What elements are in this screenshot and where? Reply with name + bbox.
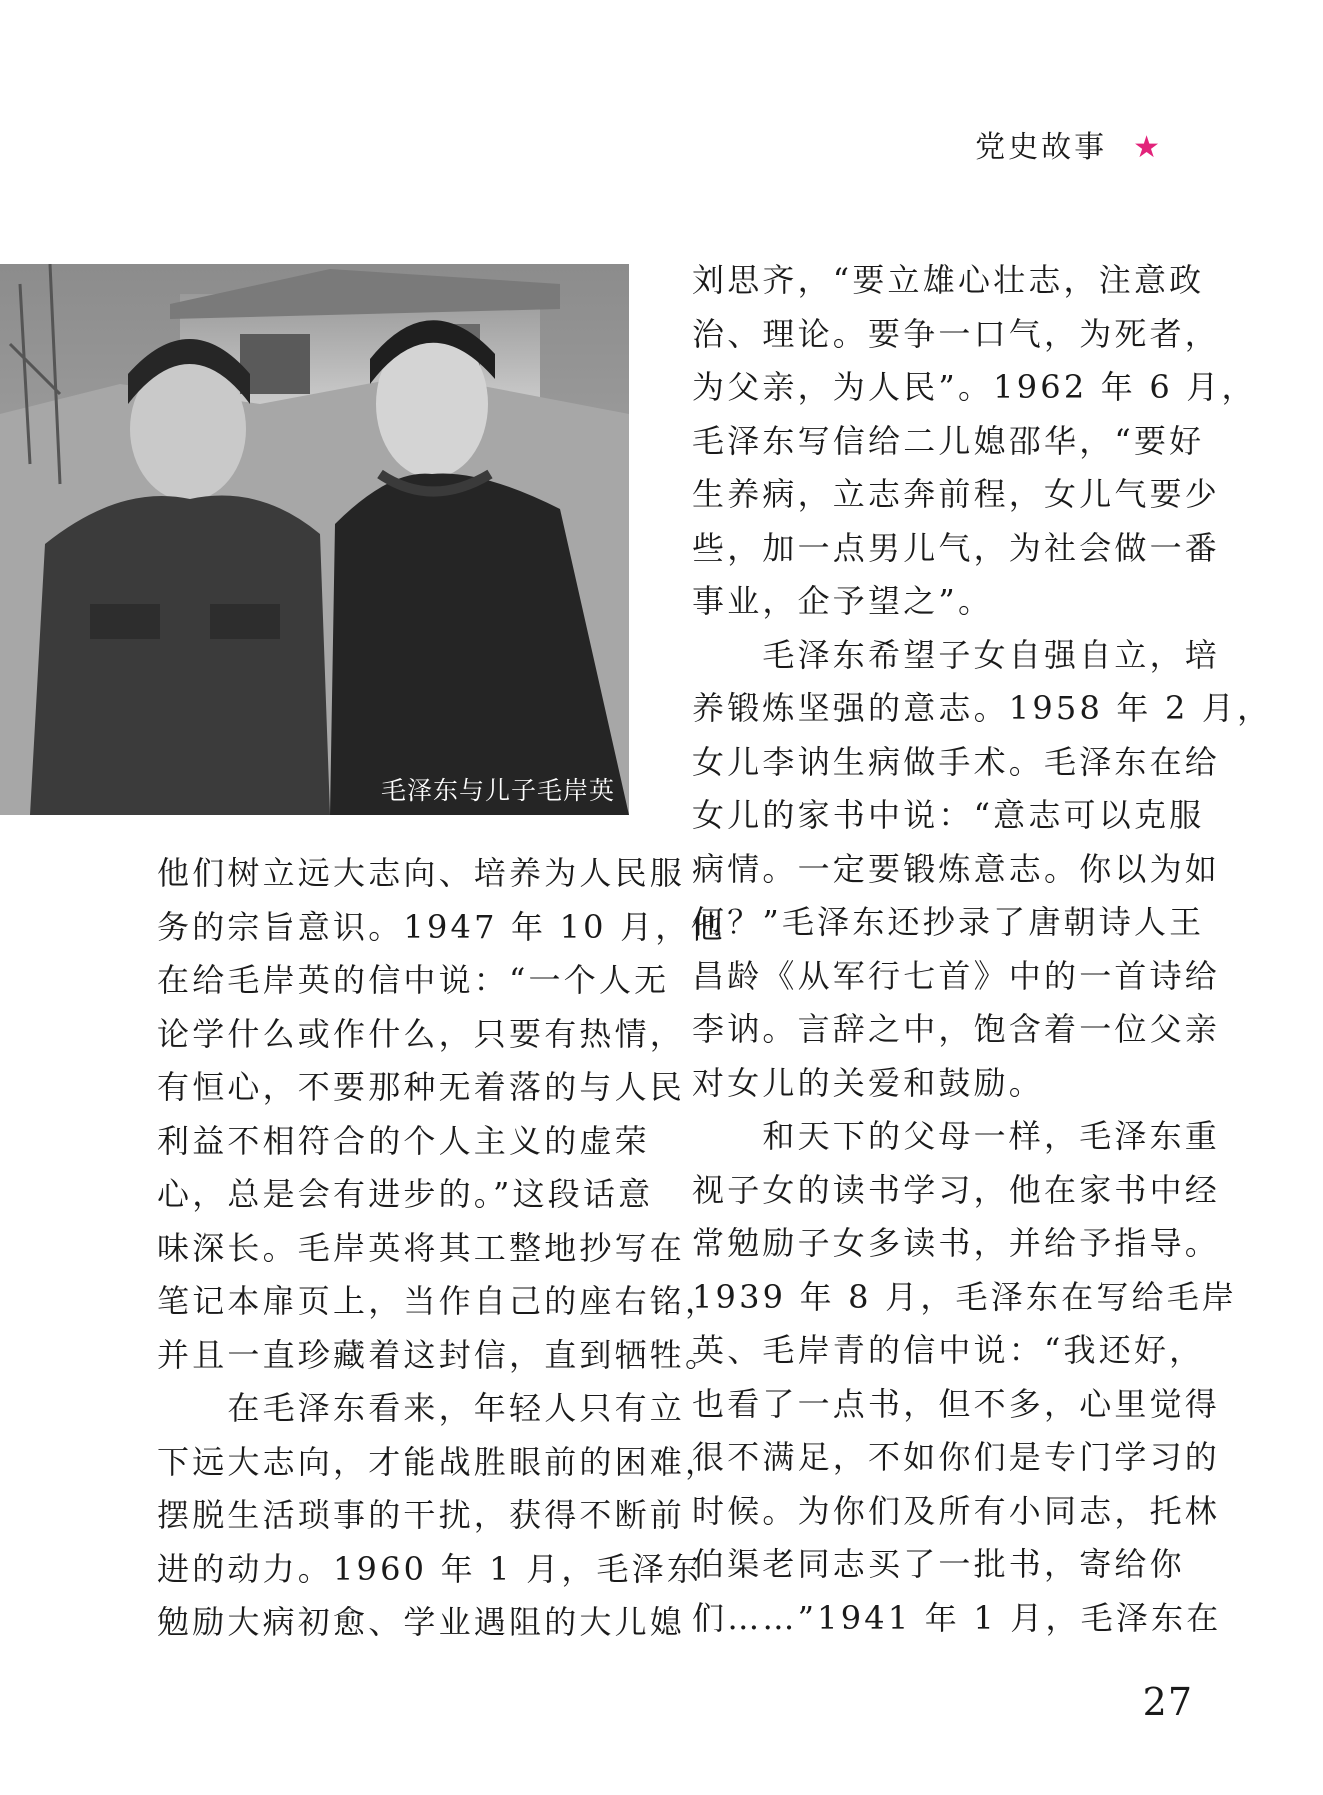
text-line: 务的宗旨意识。1947 年 10 月，他 — [157, 907, 726, 946]
text-line: 在毛泽东看来，年轻人只有立 — [157, 1389, 686, 1427]
text-line: 女儿的家书中说：“意志可以克服 — [692, 796, 1205, 834]
text-line: 病情。一定要锻炼意志。你以为如 — [692, 849, 1221, 888]
text-line: 毛泽东写信给二儿媳邵华，“要好 — [692, 421, 1205, 460]
text-line: 养锻炼坚强的意志。1958 年 2 月， — [692, 689, 1273, 727]
text-line: 利益不相符合的个人主义的虚荣 — [157, 1121, 650, 1160]
text-line: 对女儿的关爱和鼓励。 — [692, 1063, 1045, 1102]
text-line: 摆脱生活琐事的干扰，获得不断前 — [157, 1496, 686, 1534]
text-line: 也看了一点书，但不多，心里觉得 — [692, 1384, 1221, 1423]
text-line: 生养病，立志奔前程，女儿气要少 — [692, 475, 1221, 513]
text-line: 味深长。毛岸英将其工整地抄写在 — [157, 1228, 686, 1267]
text-line: 昌龄《从军行七首》中的一首诗给 — [692, 956, 1221, 995]
historical-photo — [0, 264, 629, 815]
section-title: 党史故事 — [975, 130, 1108, 165]
text-line: 论学什么或作什么，只要有热情， — [157, 1014, 686, 1053]
text-line: 和天下的父母一样，毛泽东重 — [692, 1117, 1221, 1155]
text-line: 们……”1941 年 1 月，毛泽东在 — [692, 1598, 1222, 1637]
text-line: 勉励大病初愈、学业遇阻的大儿媳 — [157, 1603, 686, 1641]
text-line: 些，加一点男儿气，为社会做一番 — [692, 528, 1221, 567]
text-line: 毛泽东希望子女自强自立，培 — [692, 635, 1221, 674]
text-line: 下远大志向，才能战胜眼前的困难， — [157, 1442, 721, 1481]
text-line: 并且一直珍藏着这封信，直到牺牲。 — [157, 1335, 721, 1374]
text-line: 他们树立远大志向、培养为人民服 — [157, 854, 686, 892]
photo-illustration — [0, 264, 629, 815]
left-text-column — [157, 847, 726, 1650]
photo-caption: 毛泽东与儿子毛岸英 — [380, 776, 615, 805]
running-header — [975, 128, 1163, 168]
text-line: 事业，企予望之”。 — [692, 582, 994, 620]
text-line: 李讷。言辞之中，饱含着一位父亲 — [692, 1010, 1221, 1048]
page-number: 27 — [1142, 1680, 1193, 1724]
text-line: 伯渠老同志买了一批书，寄给你 — [692, 1545, 1185, 1583]
text-line: 视子女的读书学习，他在家书中经 — [692, 1170, 1221, 1209]
text-line: 笔记本扉页上，当作自己的座右铭， — [157, 1282, 721, 1320]
text-line: 1939 年 8 月，毛泽东在写给毛岸 — [692, 1277, 1238, 1316]
right-text-column — [692, 254, 1273, 1645]
text-line: 时候。为你们及所有小同志，托林 — [692, 1491, 1221, 1530]
text-line: 治、理论。要争一口气，为死者， — [692, 314, 1221, 353]
text-line: 常勉励子女多读书，并给予指导。 — [692, 1224, 1221, 1262]
text-line: 刘思齐，“要立雄心壮志，注意政 — [692, 261, 1205, 299]
text-line: 为父亲，为人民”。1962 年 6 月， — [692, 368, 1257, 406]
text-line: 很不满足，不如你们是专门学习的 — [692, 1438, 1221, 1476]
text-line: 有恒心，不要那种无着落的与人民 — [157, 1068, 686, 1106]
text-line: 在给毛岸英的信中说：“一个人无 — [157, 961, 670, 999]
text-line: 心，总是会有进步的。”这段话意 — [157, 1175, 654, 1213]
text-line: 进的动力。1960 年 1 月，毛泽东 — [157, 1549, 703, 1588]
text-line: 英、毛岸青的信中说：“我还好， — [692, 1331, 1205, 1369]
text-line: 何？”毛泽东还抄录了唐朝诗人王 — [692, 903, 1205, 941]
star-icon: ★ — [1133, 130, 1163, 165]
text-line: 女儿李讷生病做手术。毛泽东在给 — [692, 742, 1221, 781]
